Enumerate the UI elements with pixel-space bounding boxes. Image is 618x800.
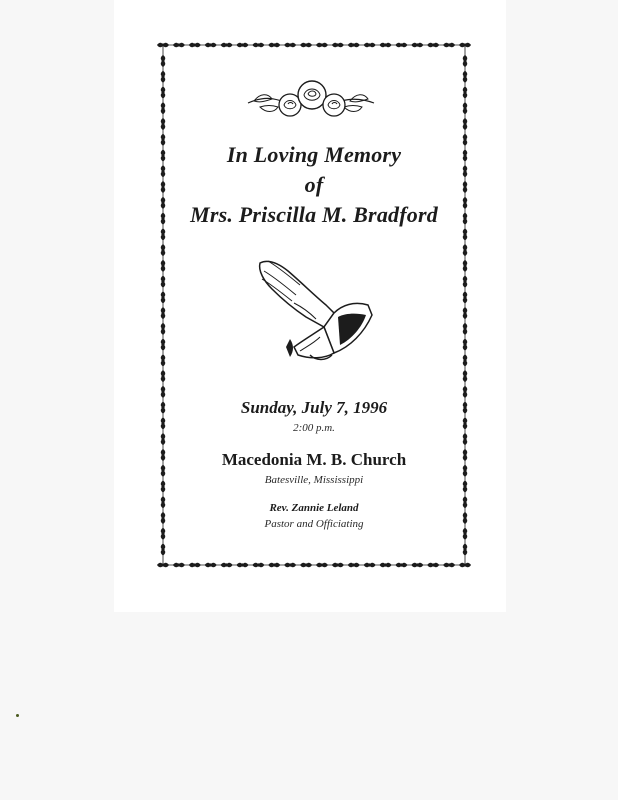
officiant-name: Rev. Zannie Leland — [269, 502, 359, 514]
service-time: 2:00 p.m. — [293, 422, 335, 434]
paper-speck — [16, 714, 19, 717]
rose-spray-icon — [246, 75, 376, 125]
heading-line2: of — [304, 172, 324, 197]
heading-line1: In Loving Memory — [226, 142, 402, 167]
program-content — [158, 40, 470, 570]
service-date: Sunday, July 7, 1996 — [240, 398, 388, 417]
deceased-name: Mrs. Priscilla M. Bradford — [190, 202, 438, 227]
church-name: Macedonia M. B. Church — [221, 450, 407, 469]
officiant-role: Pastor and Officiating — [264, 518, 364, 530]
praying-hands-icon — [254, 255, 378, 365]
church-location: Batesville, Mississippi — [264, 474, 364, 486]
